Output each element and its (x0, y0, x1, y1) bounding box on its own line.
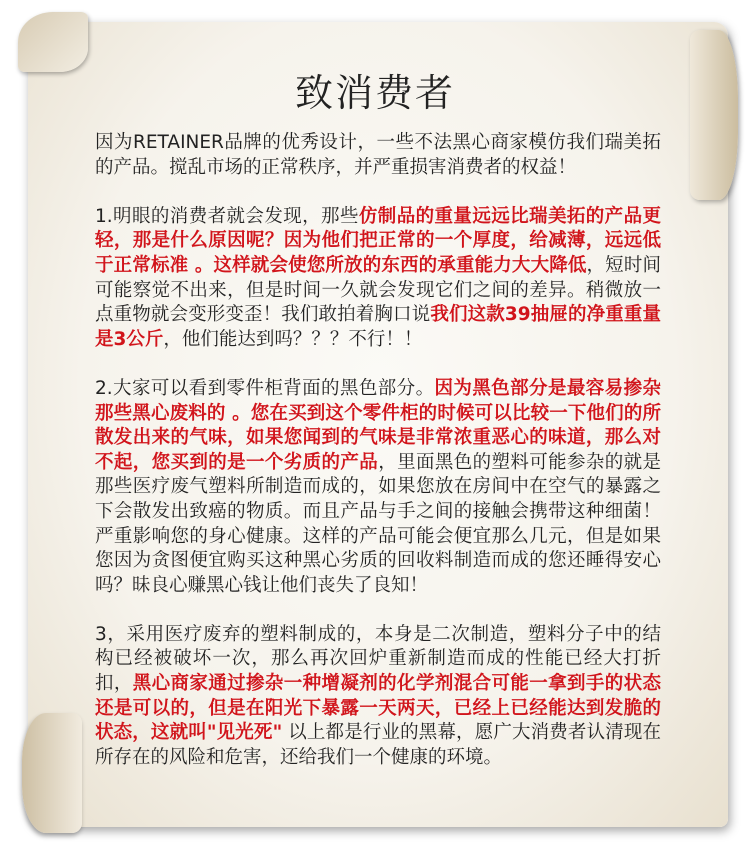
highlighted-text: 因为黑色部分是最容易掺杂那些黑心废料的 。您在买到这个零件柜的时候可以比较一下他们的所散发出来的气味，如果您闻到的气味是非常浓重恶心的味道，那么对不起，您买到的是一个劣质的产品 (95, 377, 661, 473)
body-text: ，他们能达到吗？？？不行！！ (163, 328, 423, 350)
paper-curl-bottom-left (22, 713, 82, 833)
body-text: 1.明眼的消费者就会发现，那些 (95, 205, 359, 227)
page-title: 致消费者 (294, 71, 455, 115)
body-text: 因为RETAINER品牌的优秀设计，一些不法黑心商家模仿我们瑞美拓的产品。搅乱市场的正常秩序，并严重损害消费者的权益！ (95, 132, 661, 178)
paragraph-3 (95, 377, 661, 598)
letter-body (95, 131, 661, 795)
highlighted-text: 仿制品的重量远远比瑞美拓的产品更轻，那是什么原因呢？因为他们把正常的一个厚度，给减薄，远远低于正常标准 。这样就会使您所放的东西的承重能力大大降低 (95, 205, 661, 276)
paragraph-1 (95, 131, 661, 180)
body-text: 2.大家可以看到零件柜背面的黑色部分。 (95, 377, 435, 399)
body-text: ，里面黑色的塑料可能参杂的就是那些医疗废气塑料所制造而成的，如果您放在房间中在空气的暴露之下会散发出致癌的物质。而且产品与手之间的接触会携带这种细菌！严重影响您的身心健康。这样的产品可能会便宜那么几元，但是如果您因为贪图便宜购买这种黑心劣质的回收料制造而成的您还睡得安心吗？昧良心赚黑心钱让他们丧失了良知！ (95, 451, 661, 596)
paragraph-2 (95, 205, 661, 353)
body-text: ，短时间可能察觉不出来，但是时间一久就会发现它们之间的差异。稍微放一点重物就会变形变歪！我们敢拍着胸口说 (95, 254, 661, 326)
body-text: 以上都是行业的黑幕，愿广大消费者认清现在所存在的风险和危害，还给我们一个健康的环境。 (95, 722, 662, 768)
highlighted-text: 我们这款39抽屉的净重重量是3公斤 (95, 304, 661, 350)
paragraph-4 (95, 623, 661, 771)
body-text: 3，采用医疗废弃的塑料制成的，本身是二次制造，塑料分子中的结构已经被破坏一次，那么再次回炉重新制造而成的性能已经大打折扣， (95, 623, 661, 695)
highlighted-text: 黑心商家通过掺杂一种增凝剂的化学剂混合可能一拿到手的状态还是可以的，但是在阳光下暴露一天两天，已经上已经能达到发脆的状态，这就叫"见光死" (95, 673, 661, 744)
